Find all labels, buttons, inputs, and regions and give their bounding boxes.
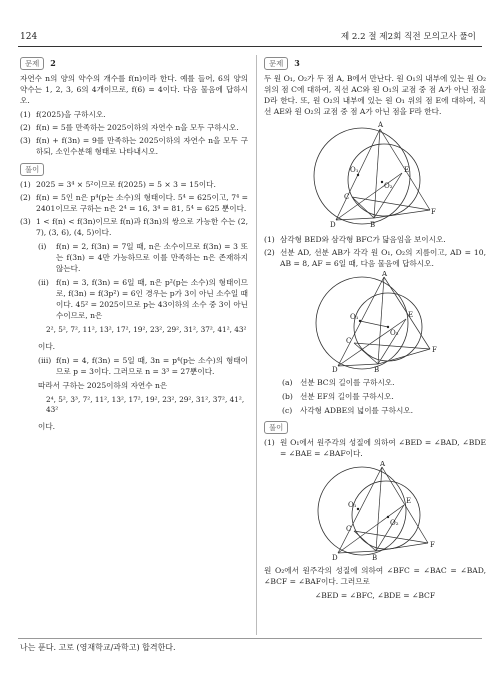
svg-text:C: C (346, 525, 352, 533)
solution-2: (2) f(n) = 5인 n은 p⁴(p는 소수)의 형태이다. 5⁴ = 625이고, 7⁴ = 2401이므로 구하는 n은 2⁴ = 16, 3⁴ = 81, 5⁴ = 625 뿐이다. (20, 193, 248, 213)
running-title: 제 2.2 절 제2회 직전 모의고사 풀이 (340, 32, 476, 42)
problem-tag: 문제 (20, 57, 44, 70)
case-3: (iii) f(n) = 4, f(3n) = 5일 때, 3n = p⁴(p는 소수)의 형태이므로 p = 3이다. 그러므로 n = 3³ = 27뿐이다. (38, 355, 248, 376)
svg-text:B: B (374, 366, 380, 373)
figure-1 (300, 120, 450, 230)
footer-text: 나는 푼다. 고로 (영재학교/과학고) 합격한다. (20, 643, 176, 652)
label-o1: O₁ (350, 166, 359, 174)
subquestion-b: (b) 선분 EF의 길이를 구하시오. (282, 392, 394, 401)
svg-text:F: F (432, 346, 437, 354)
question-3: (3) f(n) + f(3n) = 9를 만족하는 2025이하의 자연수 n을 모두 구하되, 소인수분해 형태로 나타내시오. (20, 136, 248, 156)
footer-rule (18, 638, 482, 639)
circle-o2 (348, 144, 420, 216)
svg-text:B: B (372, 554, 378, 561)
subquestion-c: (c) 사각형 ADBE의 넓이를 구하시오. (282, 406, 414, 415)
question-1: (1) f(2025)을 구하시오. (20, 110, 106, 119)
page-number: 124 (20, 32, 38, 42)
ida-2: 이다. (38, 421, 56, 431)
label-f: F (431, 208, 436, 216)
prime-square-list: 2², 5², 7², 11², 13², 17², 19², 23², 29², 31², 37², 41², 43² (46, 325, 247, 334)
solution-3: (3) 1 < f(n) < f(3n)이므로 f(n)과 f(3n)의 쌍으로 가능한 수는 (2, 7), (3, 6), (4, 5)이다. (20, 217, 248, 237)
label-a: A (378, 121, 384, 129)
label-o2: O₂ (384, 182, 393, 190)
problem-number: 3 (294, 57, 300, 68)
solution-continued: 원 O₂에서 원주각의 성질에 의하여 ∠BFC = ∠BAC = ∠BAD, ∠BCF = ∠BAF이다. 그러므로 (264, 566, 486, 586)
column-divider (256, 55, 257, 635)
svg-text:E: E (406, 497, 412, 505)
right-column (264, 57, 486, 601)
answer-list: 2⁴, 5², 3³, 7², 11², 13², 17², 19², 23², 29², 31², 37², 41², 43² (46, 394, 245, 415)
svg-text:F: F (430, 541, 435, 549)
svg-text:O₁: O₁ (348, 501, 357, 509)
left-column (20, 57, 248, 432)
svg-text:O₂: O₂ (390, 519, 399, 527)
figure-2 (300, 271, 450, 373)
circle-o1 (314, 128, 410, 224)
figure-3 (300, 461, 450, 561)
case-1: (i) f(n) = 2, f(3n) = 7일 때, n은 소수이므로 f(3n) = 3 또는 f(3n) = 4만 가능하므로 이를 만족하는 n은 존재하지 않는다. (38, 242, 248, 273)
solution-1: (1) 원 O₁에서 원주각의 성질에 의하여 ∠BED = ∠BAD, ∠BDE = ∠BAE = ∠BAF이다. (264, 438, 486, 458)
question-2: (2) f(n) = 5를 만족하는 2025이하의 자연수 n을 모두 구하시오. (20, 123, 239, 132)
label-e: E (404, 166, 410, 174)
solution-1: (1) 2025 = 3⁴ × 5²이므로 f(2025) = 5 × 3 = 15이다. (20, 180, 216, 189)
label-c: C (344, 193, 350, 201)
svg-text:O₁: O₁ (350, 313, 359, 321)
solution-tag: 풀이 (264, 421, 288, 434)
svg-text:A: A (382, 271, 388, 278)
svg-text:O₂: O₂ (390, 329, 399, 337)
ida-1: 이다. (38, 341, 56, 351)
case-2: (ii) f(n) = 3, f(3n) = 6일 때, n은 p²(p는 소수)의 형태이므로, f(3n) = f(3p²) = 6인 경우는 p가 3이 아닌 소수일 때이다. 45² = 2025이므로 p는 43이하의 소수 중 3이 아닌 수이므로, n은 (38, 278, 248, 320)
label-d: D (330, 221, 336, 229)
header-rule (18, 46, 482, 47)
problem-number: 2 (50, 57, 56, 68)
svg-text:D: D (332, 366, 338, 373)
svg-text:A: A (380, 461, 386, 468)
problem-tag: 문제 (264, 57, 288, 70)
conclusion: 따라서 구하는 2025이하의 자연수 n은 (38, 380, 168, 390)
problem-intro: 두 원 O₁, O₂가 두 점 A, B에서 만난다. 원 O₁의 내부에 있는 원 O₂ 위의 점 C에 대하여, 직선 AC와 원 O₁의 교점 중 점 A가 아닌 점을 D라 한다. 또, 원 O₂의 내부에 있는 원 O₁ 위의 점 E에 대하여, 직선 AE와 원 O₂의 교점 중 점 A가 아닌 점을 F라 한다. (264, 74, 486, 116)
svg-text:D: D (332, 554, 338, 561)
subquestion-a: (a) 선분 BC의 길이를 구하시오. (282, 378, 395, 387)
question-2: (2) 선분 AD, 선분 AB가 각각 원 O₁, O₂의 지름이고, AD = 10, AB = 8, AF = 6일 때, 다음 물음에 답하시오. (264, 248, 486, 268)
solution-tag: 풀이 (20, 163, 44, 176)
problem-intro: 자연수 n의 양의 약수의 개수를 f(n)이라 한다. 예를 들어, 6의 양의 약수는 1, 2, 3, 6의 4개이므로, f(6) = 4이다. 다음 물음에 답하시오. (20, 74, 248, 105)
angle-equation: ∠BED = ∠BFC, ∠BDE = ∠BCF (314, 591, 436, 600)
question-1: (1) 삼각형 BED와 삼각형 BFC가 닮음임을 보이시오. (264, 235, 446, 244)
svg-text:E: E (408, 311, 414, 319)
svg-text:C: C (346, 337, 352, 345)
label-b: B (370, 221, 376, 229)
